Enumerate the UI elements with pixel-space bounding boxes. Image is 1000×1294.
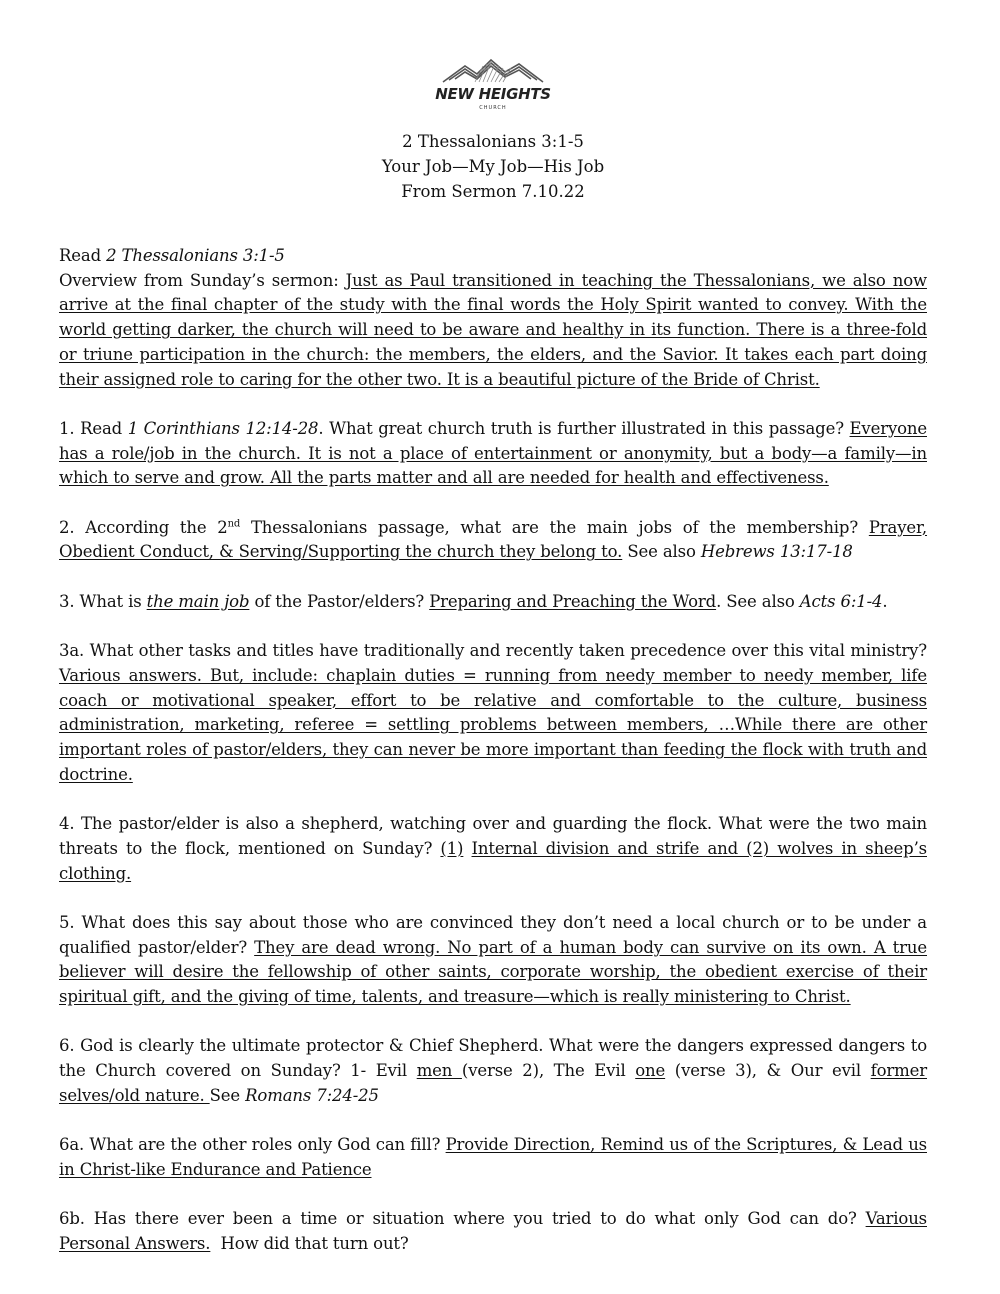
scripture-ref: Romans 7:24-25 xyxy=(245,1085,379,1105)
answer-6-nature: former selves/old nature. xyxy=(59,1061,927,1105)
logo-wordmark: NEW HEIGHTS xyxy=(435,85,551,103)
church-logo xyxy=(435,56,551,118)
lesson-title: Your Job—My Job—His Job xyxy=(381,157,605,176)
logo-subtitle: CHURCH xyxy=(479,105,507,111)
emphasis-main-job: the main job xyxy=(146,591,250,611)
passage-title: 2 Thessalonians 3:1-5 xyxy=(402,132,584,151)
answer-6-one: one xyxy=(635,1061,666,1081)
overview-paragraph: Overview from Sunday’s sermon: Just as Paul transitioned in teaching the Thessalonians, we also now arrive at the final chapter of the study with the final words the Holy Spirit wanted to convey. With the world getting darker, the church will need to be aware and healthy in its function. There is a three-fold or triune participation in the church: the members, the elders, and the Savior. It takes each part doing their assigned role to caring for the other two. It is a beautiful picture of the Bride of Christ. xyxy=(59,270,927,389)
question-6: 6. God is clearly the ultimate protector & Chief Shepherd. What were the dangers expressed dangers to the Church covered on Sunday? 1- Evil men (verse 2), The Evil one (verse 3), & Our evil former selves/old nature. See Romans 7:24-25 xyxy=(59,1036,927,1105)
answer-5: They are dead wrong. No part of a human body can survive on its own. A true believer will desire the fellowship of other saints, corporate worship, the obedient exercise of their spiritual gift, and the giving of time, talents, and treasure—which is really ministering to Christ. xyxy=(59,937,927,1006)
read-instruction: Read 2 Thessalonians 3:1-5 xyxy=(59,246,285,265)
scripture-ref: 2 Thessalonians 3:1-5 xyxy=(106,246,285,265)
answer-3a: Various answers. But, include: chaplain duties = running from needy member to needy member, life coach or motivational speaker, effort to be relative and comfortable to the culture, business administration, marketing, referee = settling problems between members, …While there are other important roles of pastor/elders, they can never be more important than feeding the flock with truth and doctrine. xyxy=(59,665,927,784)
study-body xyxy=(59,244,927,1281)
scripture-ref: 1 Corinthians 12:14-28 xyxy=(127,418,319,438)
answer-6-men: men xyxy=(416,1061,462,1081)
question-2: 2. According the 2nd Thessalonians passage, what are the main jobs of the membership? Prayer, Obedient Conduct, & Serving/Supporting the church they belong to. See also Hebrews 13:17-18 xyxy=(59,517,928,562)
mountain-icon xyxy=(435,56,551,86)
answer-3: Preparing and Preaching the Word xyxy=(429,591,717,611)
document-heading xyxy=(59,129,927,204)
answer-4-number: (1) xyxy=(440,838,464,858)
question-3a: 3a. What other tasks and titles have traditionally and recently taken precedence over this vital ministry? Various answers. But, include: chaplain duties = running from needy member to needy member, life coach or motivational speaker, effort to be relative and comfortable to the culture, business administration, marketing, referee = settling problems between members, …While there are other important roles of pastor/elders, they can never be more important than feeding the flock with truth and doctrine. xyxy=(59,641,927,784)
answer-6a: Provide Direction, Remind us of the Scriptures, & Lead us in Christ-like Endurance and Patience xyxy=(59,1135,927,1179)
question-4: 4. The pastor/elder is also a shepherd, watching over and guarding the flock. What were the two main threats to the flock, mentioned on Sunday? (1) Internal division and strife and (2) wolves in sheep’s clothing. xyxy=(59,814,927,883)
question-1: 1. Read 1 Corinthians 12:14-28. What great church truth is further illustrated in this passage? Everyone has a role/job in the church. It is not a place of entertainment or anonymity, but a body—a family—in which to serve and grow. All the parts matter and all are needed for health and effectiveness. xyxy=(59,418,927,488)
scripture-ref: Hebrews 13:17-18 xyxy=(700,542,853,562)
answer-2: Prayer, Obedient Conduct, & Serving/Supporting the church they belong to. xyxy=(59,517,928,562)
question-6a: 6a. What are the other roles only God can fill? Provide Direction, Remind us of the Scriptures, & Lead us in Christ-like Endurance and Patience xyxy=(59,1135,927,1179)
answer-6b: Various Personal Answers. xyxy=(59,1209,927,1253)
question-5: 5. What does this say about those who are convinced they don’t need a local church or to be under a qualified pastor/elder? They are dead wrong. No part of a human body can survive on its own. A true believer will desire the fellowship of other saints, corporate worship, the obedient exercise of their spiritual gift, and the giving of time, talents, and treasure—which is really ministering to Christ. xyxy=(59,912,927,1006)
question-3: 3. What is the main job of the Pastor/elders? Preparing and Preaching the Word. See also Acts 6:1-4. xyxy=(59,591,888,611)
sermon-date: From Sermon 7.10.22 xyxy=(401,182,585,201)
answer-4: Internal division and strife and (2) wolves in sheep’s clothing. xyxy=(59,838,927,883)
question-6b: 6b. Has there ever been a time or situation where you tried to do what only God can do? Various Personal Answers. How did that turn out? xyxy=(59,1209,927,1253)
scripture-ref: Acts 6:1-4 xyxy=(799,591,883,611)
answer-1: Everyone has a role/job in the church. It is not a place of entertainment or anonymity, but a body—a family—in which to serve and grow. All the parts matter and all are needed for health and effectiveness. xyxy=(59,418,927,488)
overview-answer: Just as Paul transitioned in teaching the Thessalonians, we also now arrive at the final chapter of the study with the final words the Holy Spirit wanted to convey. With the world getting darker, the church will need to be aware and healthy in its function. There is a three-fold or triune participation in the church: the members, the elders, and the Savior. It takes each part doing their assigned role to caring for the other two. It is a beautiful picture of the Bride of Christ. xyxy=(59,270,927,389)
